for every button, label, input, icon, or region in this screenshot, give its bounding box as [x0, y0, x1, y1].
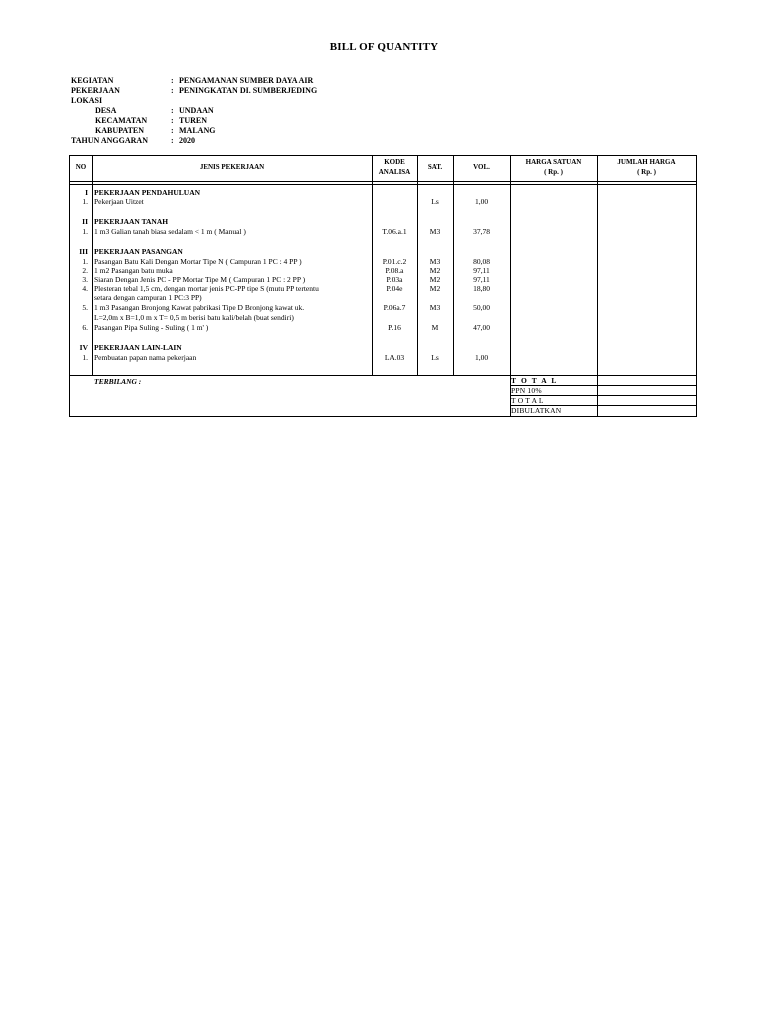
- item-number: 1.: [82, 197, 88, 206]
- item-description: Siaran Dengan Jenis PC - PP Mortar Tipe M ( Campuran 1 PC : 2 PP ): [94, 275, 306, 284]
- total-after-ppn-label: T O T A L: [511, 396, 544, 405]
- section-number: II: [82, 217, 88, 226]
- item-unit: Ls: [431, 353, 439, 362]
- item-description-continued: L=2,0m x B=1,0 m x T= 0,5 m berisi batu kali/belah (buat sendiri): [94, 313, 294, 322]
- lokasi-label: LOKASI: [71, 96, 103, 105]
- terbilang-label: TERBILANG :: [94, 377, 142, 386]
- item-number: 6.: [82, 323, 88, 332]
- header-jumlah-line1: JUMLAH HARGA: [617, 158, 676, 166]
- item-volume: 80,08: [473, 257, 490, 266]
- item-code: T.06.a.1: [382, 227, 407, 236]
- item-code: P.01.c.2: [382, 257, 407, 266]
- item-description: Pasangan Pipa Suling - Suling ( 1 m' ): [94, 323, 209, 332]
- item-unit: M2: [429, 284, 441, 293]
- item-unit: Ls: [431, 197, 439, 206]
- item-number: 1.: [82, 257, 88, 266]
- item-unit: M: [431, 323, 439, 332]
- boq-table: [69, 155, 697, 417]
- item-volume: 97,11: [473, 266, 490, 275]
- desa-label: DESA: [95, 106, 117, 115]
- desa-value: UNDAAN: [179, 106, 214, 115]
- colon: :: [171, 116, 174, 125]
- header-divider: [70, 184, 696, 185]
- section-title: PEKERJAAN TANAH: [94, 217, 169, 226]
- header-kode: [372, 157, 417, 177]
- header-sat: SAT.: [427, 163, 443, 171]
- header-jenis: JENIS PEKERJAAN: [199, 163, 265, 171]
- item-number: 1.: [82, 353, 88, 362]
- total-label: T O T A L: [511, 376, 558, 385]
- item-description: 1 m3 Galian tanah biasa sedalam < 1 m ( Manual ): [94, 227, 246, 236]
- item-description-continued: setara dengan campuran 1 PC:3 PP): [94, 293, 202, 302]
- item-description: 1 m3 Pasangan Bronjong Kawat pabrikasi Tipe D Bronjong kawat uk.: [94, 303, 305, 312]
- tahun-label: TAHUN ANGGARAN: [71, 136, 148, 145]
- pekerjaan-label: PEKERJAAN: [71, 86, 120, 95]
- item-description: Pasangan Batu Kali Dengan Mortar Tipe N ( Campuran 1 PC : 4 PP ): [94, 257, 302, 266]
- header-harga-line2: ( Rp. ): [544, 168, 563, 176]
- item-unit: M3: [429, 303, 441, 312]
- kecamatan-value: TUREN: [179, 116, 208, 125]
- item-unit: M2: [429, 266, 441, 275]
- colon: :: [171, 86, 174, 95]
- header-jumlah-line2: ( Rp. ): [637, 168, 656, 176]
- ppn-label: PPN 10%: [511, 386, 542, 395]
- kabupaten-value: MALANG: [179, 126, 216, 135]
- tahun-value: 2020: [179, 136, 195, 145]
- item-unit: M3: [429, 227, 441, 236]
- kabupaten-label: KABUPATEN: [95, 126, 145, 135]
- dibulatkan-label: DIBULATKAN: [511, 406, 562, 415]
- kecamatan-label: KECAMATAN: [95, 116, 148, 125]
- item-code: LA.03: [384, 353, 405, 362]
- pekerjaan-value: PENINGKATAN DI. SUMBERJEDING: [179, 86, 318, 95]
- section-number: I: [85, 188, 88, 197]
- item-number: 5.: [82, 303, 88, 312]
- item-number: 1.: [82, 227, 88, 236]
- page-title: BILL OF QUANTITY: [329, 41, 439, 53]
- section-title: PEKERJAAN PASANGAN: [94, 247, 183, 256]
- section-title: PEKERJAAN PENDAHULUAN: [94, 188, 201, 197]
- item-volume: 37,78: [473, 227, 490, 236]
- item-code: P.04e: [386, 284, 403, 293]
- kegiatan-value: PENGAMANAN SUMBER DAYA AIR: [179, 76, 314, 85]
- item-volume: 97,11: [473, 275, 490, 284]
- item-description: Pembuatan papan nama pekerjaan: [94, 353, 197, 362]
- kegiatan-label: KEGIATAN: [71, 76, 114, 85]
- column-divider: [597, 156, 598, 416]
- item-unit: M3: [429, 257, 441, 266]
- header-harga-satuan: [510, 157, 597, 177]
- item-volume: 18,80: [473, 284, 490, 293]
- section-number: III: [79, 247, 88, 256]
- header-kode-line1: KODE: [384, 158, 405, 166]
- item-unit: M2: [429, 275, 441, 284]
- item-volume: 47,00: [473, 323, 490, 332]
- section-number: IV: [79, 343, 88, 352]
- header-vol: VOL.: [473, 163, 490, 171]
- item-description: Plesteran tebal 1,5 cm, dengan mortar jenis PC-PP tipe S (mutu PP tertentu: [94, 284, 319, 293]
- header-harga-line1: HARGA SATUAN: [525, 158, 582, 166]
- colon: :: [171, 126, 174, 135]
- item-volume: 50,00: [473, 303, 490, 312]
- header-kode-line2: ANALISA: [378, 168, 411, 176]
- header-no: NO: [75, 163, 87, 171]
- item-code: P.03a: [386, 275, 403, 284]
- item-code: P.08.a: [385, 266, 404, 275]
- item-number: 2.: [82, 266, 88, 275]
- section-title: PEKERJAAN LAIN-LAIN: [94, 343, 182, 352]
- colon: :: [171, 76, 174, 85]
- item-description: Pekerjaan Uitzet: [94, 197, 144, 206]
- item-code: P.06a.7: [383, 303, 406, 312]
- header-divider: [70, 181, 696, 182]
- item-volume: 1,00: [474, 353, 489, 362]
- item-number: 3.: [82, 275, 88, 284]
- colon: :: [171, 106, 174, 115]
- item-description: 1 m2 Pasangan batu muka: [94, 266, 173, 275]
- item-volume: 1,00: [474, 197, 489, 206]
- item-number: 4.: [82, 284, 88, 293]
- item-code: P.16: [388, 323, 401, 332]
- colon: :: [171, 136, 174, 145]
- header-jumlah-harga: [597, 157, 696, 177]
